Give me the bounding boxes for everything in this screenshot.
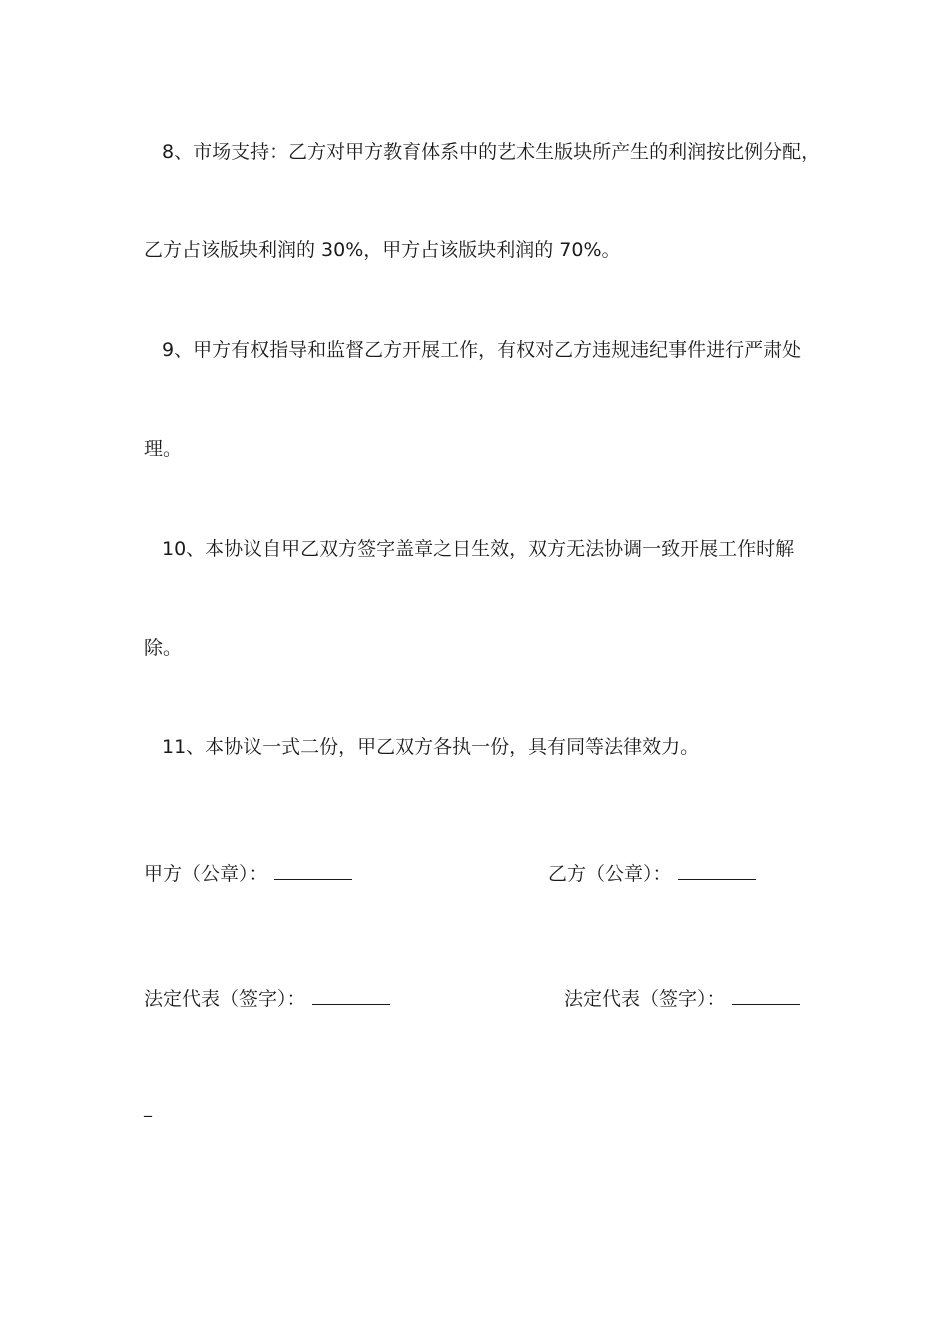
party-b-seal-blank xyxy=(678,861,756,880)
clause-8-line-2: 乙方占该版块利润的 30%，甲方占该版块利润的 70%。 xyxy=(144,239,621,261)
party-a-rep-blank xyxy=(312,986,390,1005)
party-b-seal xyxy=(548,861,756,886)
party-b-seal-label: 乙方（公章）： xyxy=(548,863,672,885)
party-a-rep-label: 法定代表（签字）： xyxy=(144,988,306,1010)
party-b-rep-blank xyxy=(732,986,800,1005)
party-b-rep-label: 法定代表（签字）： xyxy=(564,988,726,1010)
party-a-seal xyxy=(144,861,352,886)
clause-9-line-2: 理。 xyxy=(144,438,183,460)
trailing-underscore: _ xyxy=(144,1098,152,1117)
clause-8-line-1: 8、市场支持：乙方对甲方教育体系中的艺术生版块所产生的利润按比例分配， xyxy=(162,141,821,163)
clause-10-line-2: 除。 xyxy=(144,637,183,659)
party-a-seal-blank xyxy=(274,861,352,880)
clause-11-line-1: 11、本协议一式二份，甲乙双方各执一份，具有同等法律效力。 xyxy=(162,736,700,758)
party-a-seal-label: 甲方（公章）： xyxy=(144,863,268,885)
party-a-rep xyxy=(144,986,390,1011)
clause-9-line-1: 9、甲方有权指导和监督乙方开展工作，有权对乙方违规违纪事件进行严肃处 xyxy=(162,339,802,361)
party-b-rep xyxy=(564,986,800,1011)
clause-10-line-1: 10、本协议自甲乙双方签字盖章之日生效，双方无法协调一致开展工作时解 xyxy=(162,538,795,560)
